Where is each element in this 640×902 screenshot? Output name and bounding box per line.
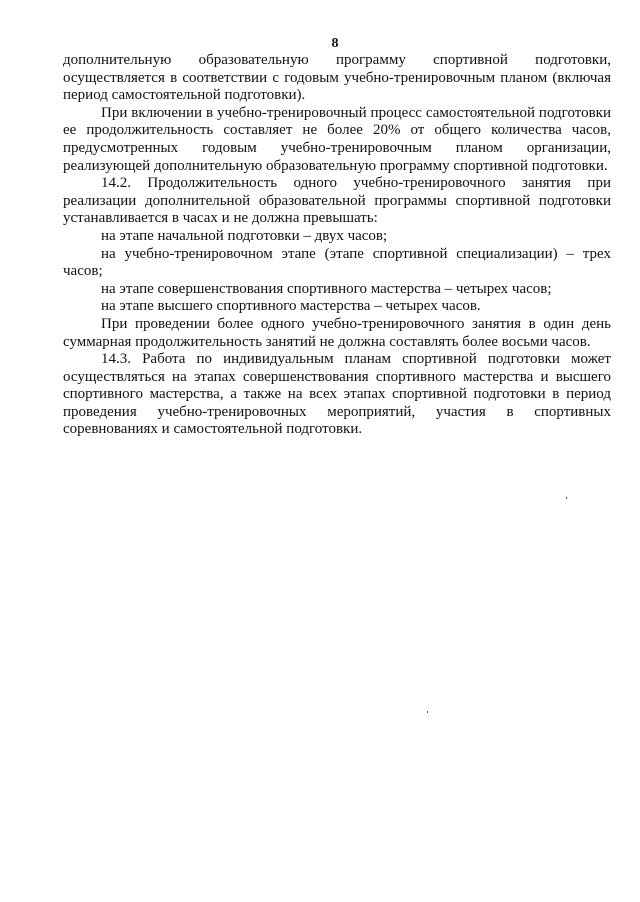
paragraph-14-3: 14.3. Работа по индивидуальным планам спортивной подготовки может осуществляться на этапах совершенствования спортивного мастерства и высшего спортивного мастерства, а также на всех этапах спортивной подготовки в период проведения учебно-тренировочных мероприятий, участия в спортивных соревнованиях и самостоятельной подготовки. bbox=[63, 351, 611, 438]
paragraph-continuation: дополнительную образовательную программу спортивной подготовки, осуществляется в соответствии с годовым учебно-тренировочным планом (включая период самостоятельной подготовки). bbox=[63, 52, 611, 104]
scan-speck bbox=[566, 497, 567, 499]
paragraph-14-2: 14.2. Продолжительность одного учебно-тренировочного занятия при реализации дополнительной образовательной программы спортивной подготовки устанавливается в часах и не должна превышать: bbox=[63, 175, 611, 227]
list-item-highest-stage: на этапе высшего спортивного мастерства – четырех часов. bbox=[101, 298, 481, 315]
list-item-training-stage: на учебно-тренировочном этапе (этапе спортивной специализации) – трех часов; bbox=[63, 245, 611, 280]
page-number: 8 bbox=[331, 36, 339, 51]
document-body bbox=[63, 52, 611, 439]
list-item-improvement-stage: на этапе совершенствования спортивного мастерства – четырех часов; bbox=[101, 280, 552, 297]
paragraph-self-training: При включении в учебно-тренировочный процесс самостоятельной подготовки ее продолжительность составляет не более 20% от общего количества часов, предусмотренных годовым учебно-тренировочным планом организации, реализующей дополнительную образовательную программу спортивной подготовки. bbox=[63, 104, 611, 174]
scan-speck bbox=[427, 711, 428, 713]
list-item-initial-stage: на этапе начальной подготовки – двух часов; bbox=[101, 227, 388, 244]
paragraph-multiple-sessions: При проведении более одного учебно-тренировочного занятия в один день суммарная продолжительность занятий не должна составлять более восьми часов. bbox=[63, 315, 611, 350]
